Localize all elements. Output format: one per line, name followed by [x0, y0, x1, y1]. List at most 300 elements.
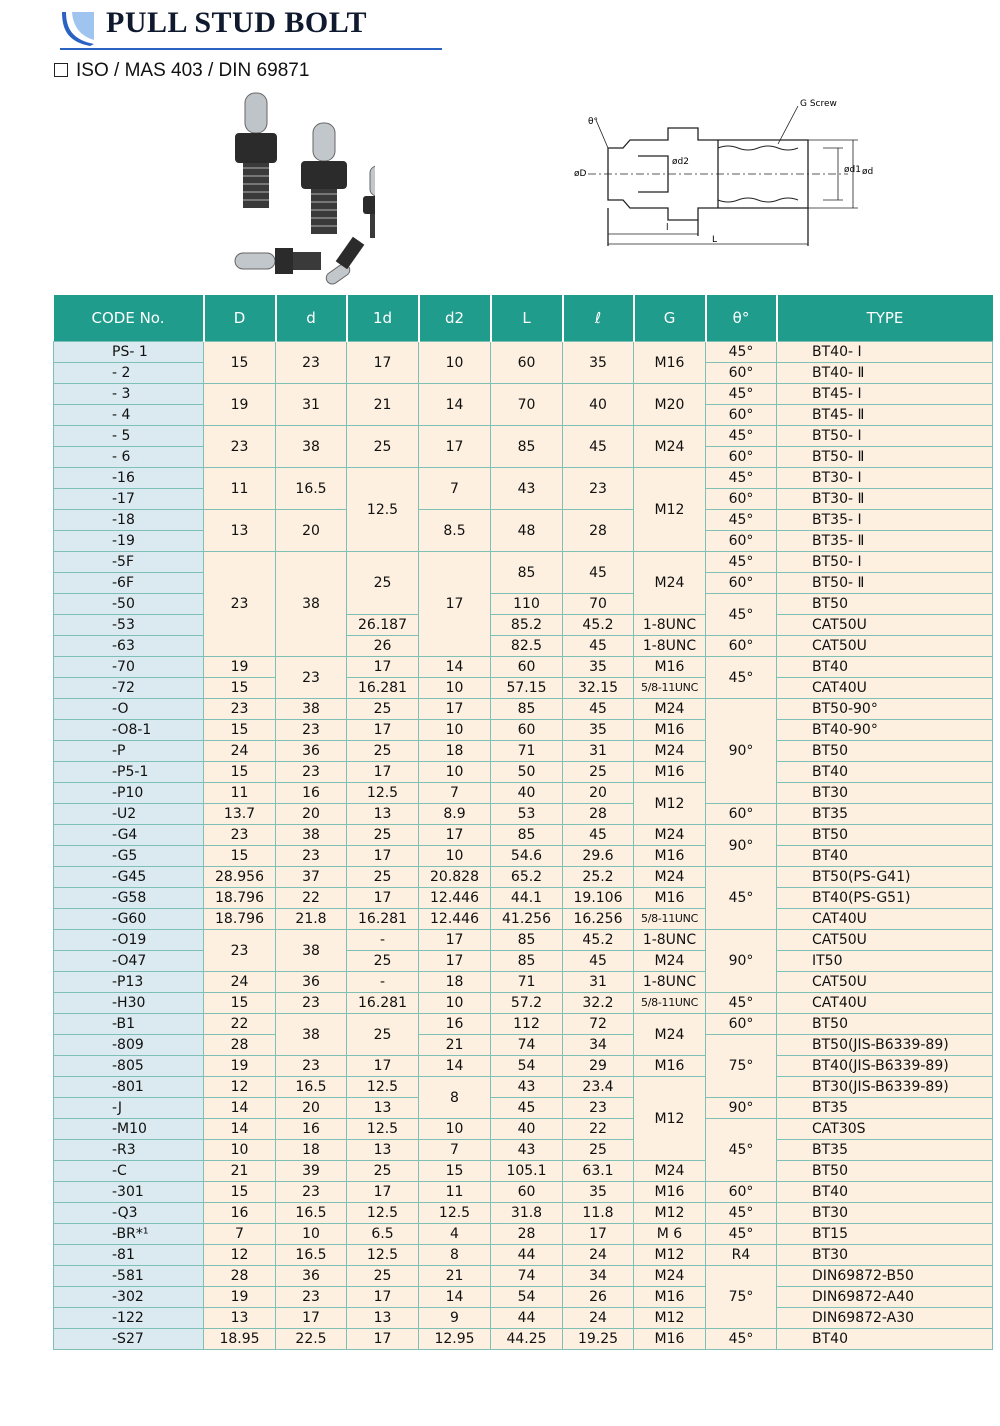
table-cell: 12 [204, 1245, 276, 1266]
table-cell: 48 [491, 510, 563, 552]
table-cell: 34 [563, 1266, 634, 1287]
table-cell: IT50 [777, 951, 993, 972]
table-cell: 60° [706, 1014, 777, 1035]
code-cell: -5F [54, 552, 204, 573]
table-cell: 14 [204, 1098, 276, 1119]
subtitle-text: ISO / MAS 403 / DIN 69871 [76, 60, 310, 81]
table-cell: M12 [634, 468, 706, 552]
table-cell: 17 [347, 1329, 419, 1350]
table-cell: 16 [419, 1014, 491, 1035]
table-cell: 60° [706, 405, 777, 426]
table-row [54, 846, 993, 867]
table-cell: 1-8UNC [634, 615, 706, 636]
table-row [54, 552, 993, 573]
table-cell: M24 [634, 741, 706, 762]
table-cell: 45° [706, 657, 777, 699]
table-row [54, 426, 993, 447]
stud-2 [301, 123, 347, 234]
table-cell: 10 [276, 1224, 347, 1245]
table-cell: CAT40U [777, 678, 993, 699]
table-cell: 70 [491, 384, 563, 426]
od-outer-label: ød [862, 167, 874, 177]
table-cell: BT40 [777, 1182, 993, 1203]
table-cell: 44.25 [491, 1329, 563, 1350]
table-cell: 24 [563, 1245, 634, 1266]
table-cell: 45.2 [563, 615, 634, 636]
table-cell: 17 [347, 888, 419, 909]
header-area [0, 0, 1000, 300]
table-cell: 16.281 [347, 909, 419, 930]
table-cell: 34 [563, 1035, 634, 1056]
table-cell: 17 [419, 426, 491, 468]
col-L: L [491, 295, 563, 342]
table-cell: M12 [634, 1203, 706, 1224]
table-cell: M12 [634, 1245, 706, 1266]
table-cell: 57.15 [491, 678, 563, 699]
code-cell: -P5-1 [54, 762, 204, 783]
table-cell: 90° [706, 699, 777, 804]
table-cell: 12 [204, 1077, 276, 1098]
code-cell: -G5 [54, 846, 204, 867]
table-cell: 74 [491, 1035, 563, 1056]
table-cell: 10 [204, 1140, 276, 1161]
table-cell: BT35 [777, 1140, 993, 1161]
table-cell: 50 [491, 762, 563, 783]
table-cell: 17 [347, 720, 419, 741]
col-l: ℓ [563, 295, 634, 342]
table-cell: 16 [276, 1119, 347, 1140]
code-cell: -J [54, 1098, 204, 1119]
table-row [54, 1308, 993, 1329]
table-cell: BT50 [777, 825, 993, 846]
table-cell: 20 [563, 783, 634, 804]
table-cell: 35 [563, 657, 634, 678]
table-cell: 10 [419, 846, 491, 867]
table-cell: BT50(JIS-B6339-89) [777, 1035, 993, 1056]
table-cell: 25 [347, 1161, 419, 1182]
code-cell: -O8-1 [54, 720, 204, 741]
table-cell: M16 [634, 1056, 706, 1077]
table-cell: M24 [634, 552, 706, 615]
table-cell: 36 [276, 1266, 347, 1287]
table-row [54, 951, 993, 972]
table-row [54, 825, 993, 846]
table-cell: 10 [419, 762, 491, 783]
table-cell: M16 [634, 342, 706, 384]
table-cell: 8 [419, 1077, 491, 1119]
table-row [54, 804, 993, 825]
code-cell: -P13 [54, 972, 204, 993]
table-cell: 8.5 [419, 510, 491, 552]
table-cell: 7 [419, 783, 491, 804]
table-cell: 60 [491, 342, 563, 384]
od2-label: ød2 [672, 157, 689, 167]
table-row [54, 594, 993, 615]
table-cell: 8.9 [419, 804, 491, 825]
table-row [54, 657, 993, 678]
table-cell: 36 [276, 972, 347, 993]
table-cell: M16 [634, 657, 706, 678]
table-cell: 17 [419, 951, 491, 972]
table-cell: 7 [419, 468, 491, 510]
table-cell: BT30 [777, 1245, 993, 1266]
table-cell: 60° [706, 489, 777, 510]
table-cell: 23 [204, 552, 276, 657]
table-cell: 23 [276, 1287, 347, 1308]
table-cell: 28 [204, 1035, 276, 1056]
table-cell: 17 [347, 342, 419, 384]
table-cell: M12 [634, 1308, 706, 1329]
table-cell: M16 [634, 1329, 706, 1350]
table-cell: 85 [491, 825, 563, 846]
title-bar [60, 6, 440, 48]
table-cell: 23 [204, 825, 276, 846]
table-cell: BT35 [777, 804, 993, 825]
table-cell: BT50- Ⅰ [777, 552, 993, 573]
table-cell: 15 [204, 993, 276, 1014]
table-cell: 23 [276, 993, 347, 1014]
table-cell: 25 [347, 951, 419, 972]
table-cell: M24 [634, 825, 706, 846]
table-cell: 31 [276, 384, 347, 426]
table-cell: 23 [276, 762, 347, 783]
code-cell: -17 [54, 489, 204, 510]
code-cell: -G60 [54, 909, 204, 930]
table-cell: 19 [204, 384, 276, 426]
table-cell: 11 [204, 468, 276, 510]
table-cell: 45 [563, 951, 634, 972]
table-cell: 45° [706, 342, 777, 363]
swoosh-logo-icon [60, 10, 98, 46]
code-cell: -70 [54, 657, 204, 678]
code-cell: -53 [54, 615, 204, 636]
code-cell: -P [54, 741, 204, 762]
table-cell: 28 [563, 510, 634, 552]
code-cell: -801 [54, 1077, 204, 1098]
table-cell: 21 [419, 1266, 491, 1287]
table-cell: 45 [563, 699, 634, 720]
table-cell: 45° [706, 1203, 777, 1224]
title-underline [60, 48, 442, 50]
table-cell: 22 [563, 1119, 634, 1140]
table-cell: 45 [563, 426, 634, 468]
table-cell: BT30 [777, 783, 993, 804]
table-cell: 22.5 [276, 1329, 347, 1350]
table-cell: M16 [634, 1287, 706, 1308]
table-cell: BT50- Ⅱ [777, 447, 993, 468]
table-cell: 12.446 [419, 909, 491, 930]
table-cell: 60 [491, 1182, 563, 1203]
table-cell: 26.187 [347, 615, 419, 636]
table-cell: 14 [419, 1056, 491, 1077]
table-row [54, 909, 993, 930]
bigl-label: L [712, 235, 718, 245]
table-cell: 18.796 [204, 909, 276, 930]
col-G: G [634, 295, 706, 342]
table-row [54, 1077, 993, 1098]
table-cell: 10 [419, 342, 491, 384]
table-cell: BT45- Ⅰ [777, 384, 993, 405]
table-cell: 20 [276, 1098, 347, 1119]
table-cell: 85 [491, 699, 563, 720]
table-cell: 44.1 [491, 888, 563, 909]
table-row [54, 1098, 993, 1119]
table-cell: 15 [204, 342, 276, 384]
code-cell: - 6 [54, 447, 204, 468]
table-row [54, 678, 993, 699]
page-title: PULL STUD BOLT [106, 6, 367, 39]
table-cell: 37 [276, 867, 347, 888]
table-cell: 15 [204, 678, 276, 699]
table-cell: 8 [419, 1245, 491, 1266]
table-cell: 70 [563, 594, 634, 615]
table-row [54, 867, 993, 888]
table-body [54, 342, 993, 1350]
table-cell: 20 [276, 510, 347, 552]
table-cell: 25 [347, 426, 419, 468]
code-cell: -809 [54, 1035, 204, 1056]
code-cell: -O47 [54, 951, 204, 972]
table-cell: 25 [563, 762, 634, 783]
table-row [54, 930, 993, 951]
table-cell: 11.8 [563, 1203, 634, 1224]
table-cell: 16.256 [563, 909, 634, 930]
g-screw-label: G Screw [800, 99, 837, 109]
table-cell: 60 [491, 720, 563, 741]
table-cell: 28 [491, 1224, 563, 1245]
code-cell: -S27 [54, 1329, 204, 1350]
table-cell: 9 [419, 1308, 491, 1329]
code-cell: -C [54, 1161, 204, 1182]
table-cell: 5/8-11UNC [634, 678, 706, 699]
table-cell: M24 [634, 426, 706, 468]
table-cell: CAT50U [777, 930, 993, 951]
table-cell: BT40(PS-G51) [777, 888, 993, 909]
table-cell: 14 [419, 384, 491, 426]
table-cell: 25 [347, 741, 419, 762]
table-cell: 75° [706, 1035, 777, 1098]
table-cell: 20.828 [419, 867, 491, 888]
code-cell: -18 [54, 510, 204, 531]
table-cell: BT40 [777, 657, 993, 678]
table-cell: 15 [204, 720, 276, 741]
table-cell: 28 [563, 804, 634, 825]
table-cell: 60° [706, 573, 777, 594]
table-cell: BT30(JIS-B6339-89) [777, 1077, 993, 1098]
table-cell: 19.25 [563, 1329, 634, 1350]
table-cell: 1-8UNC [634, 930, 706, 951]
code-cell: - 4 [54, 405, 204, 426]
table-cell: 39 [276, 1161, 347, 1182]
table-cell: 105.1 [491, 1161, 563, 1182]
table-cell: 75° [706, 1266, 777, 1329]
table-cell: 45° [706, 468, 777, 489]
table-cell: 12.5 [347, 1077, 419, 1098]
table-cell: M24 [634, 867, 706, 888]
table-cell: 17 [419, 825, 491, 846]
table-cell: 31 [563, 741, 634, 762]
table-cell: 36 [276, 741, 347, 762]
table-cell: 23 [204, 930, 276, 972]
table-cell: 25 [347, 1266, 419, 1287]
table-cell: 25 [347, 699, 419, 720]
table-cell: 11 [204, 783, 276, 804]
table-cell: 65.2 [491, 867, 563, 888]
table-cell: 41.256 [491, 909, 563, 930]
table-cell: 45° [706, 1224, 777, 1245]
table-cell: 18 [419, 972, 491, 993]
table-cell: 14 [204, 1119, 276, 1140]
table-cell: BT50 [777, 594, 993, 615]
table-row [54, 1014, 993, 1035]
table-cell: 12.5 [347, 783, 419, 804]
table-cell: 21 [419, 1035, 491, 1056]
table-cell: 32.2 [563, 993, 634, 1014]
code-cell: -P10 [54, 783, 204, 804]
table-cell: 12.95 [419, 1329, 491, 1350]
table-cell: 16.5 [276, 1245, 347, 1266]
table-cell: 15 [204, 1182, 276, 1203]
col-d: d [276, 295, 347, 342]
code-cell: -G45 [54, 867, 204, 888]
table-cell: BT30- Ⅰ [777, 468, 993, 489]
table-cell: 17 [276, 1308, 347, 1329]
table-cell: 45 [491, 1098, 563, 1119]
table-cell: 28 [204, 1266, 276, 1287]
table-cell: 45° [706, 594, 777, 636]
code-cell: -301 [54, 1182, 204, 1203]
table-cell: 10 [419, 720, 491, 741]
code-cell: -O [54, 699, 204, 720]
code-cell: -122 [54, 1308, 204, 1329]
table-cell: 53 [491, 804, 563, 825]
table-cell: M 6 [634, 1224, 706, 1245]
table-row [54, 783, 993, 804]
table-cell: 10 [419, 993, 491, 1014]
table-cell: 71 [491, 741, 563, 762]
table-cell: R4 [706, 1245, 777, 1266]
table-cell: 45° [706, 384, 777, 405]
table-cell: 25 [347, 552, 419, 615]
table-row [54, 1224, 993, 1245]
table-cell: 110 [491, 594, 563, 615]
table-cell: 16.5 [276, 1077, 347, 1098]
table-row [54, 384, 993, 405]
col-theta: θ° [706, 295, 777, 342]
code-cell: - 2 [54, 363, 204, 384]
table-cell: 23 [276, 657, 347, 699]
stud-5 [324, 237, 364, 287]
table-row [54, 1203, 993, 1224]
table-cell: 20 [276, 804, 347, 825]
code-cell: -R3 [54, 1140, 204, 1161]
od-label: øD [574, 169, 587, 179]
table-cell: 16.281 [347, 993, 419, 1014]
table-row [54, 699, 993, 720]
table-cell: 31.8 [491, 1203, 563, 1224]
pull-stud-photo [225, 88, 375, 288]
table-cell: CAT50U [777, 972, 993, 993]
table-cell: 16 [276, 783, 347, 804]
table-cell: 1-8UNC [634, 972, 706, 993]
table-cell: 38 [276, 552, 347, 657]
table-cell: BT40-90° [777, 720, 993, 741]
pull-stud-spec-table [53, 295, 993, 1350]
table-cell: 17 [347, 1287, 419, 1308]
table-cell: 13 [204, 510, 276, 552]
table-cell: BT30 [777, 1203, 993, 1224]
table-row [54, 1119, 993, 1140]
code-cell: -581 [54, 1266, 204, 1287]
table-cell: 23 [276, 1056, 347, 1077]
table-cell: 23 [276, 720, 347, 741]
code-cell: -G58 [54, 888, 204, 909]
table-cell: 17 [347, 657, 419, 678]
table-cell: 28.956 [204, 867, 276, 888]
table-cell: 60 [491, 657, 563, 678]
table-cell: BT15 [777, 1224, 993, 1245]
table-cell: 16.5 [276, 1203, 347, 1224]
table-cell: 13 [204, 1308, 276, 1329]
table-cell: 45 [563, 825, 634, 846]
code-cell: -81 [54, 1245, 204, 1266]
code-cell: -U2 [54, 804, 204, 825]
table-cell: 18 [276, 1140, 347, 1161]
table-cell: 6.5 [347, 1224, 419, 1245]
table-cell: M24 [634, 1266, 706, 1287]
table-cell: 45 [563, 636, 634, 657]
table-cell: M16 [634, 888, 706, 909]
table-cell: 19 [204, 657, 276, 678]
table-cell: BT40 [777, 1329, 993, 1350]
table-cell: 25 [347, 867, 419, 888]
table-cell: 26 [563, 1287, 634, 1308]
table-cell: 45° [706, 1329, 777, 1350]
table-cell: M16 [634, 846, 706, 867]
table-cell: 45 [563, 552, 634, 594]
table-cell: 26 [347, 636, 419, 657]
table-cell: 10 [419, 678, 491, 699]
table-row [54, 1245, 993, 1266]
table-cell: 85.2 [491, 615, 563, 636]
table-cell: M24 [634, 699, 706, 720]
table-cell: 13 [347, 1098, 419, 1119]
table-row [54, 1266, 993, 1287]
table-cell: 38 [276, 930, 347, 972]
table-cell: BT40 [777, 846, 993, 867]
code-cell: -302 [54, 1287, 204, 1308]
table-cell: 10 [419, 1119, 491, 1140]
table-cell: 17 [563, 1224, 634, 1245]
table-cell: 14 [419, 1287, 491, 1308]
table-cell: 17 [347, 762, 419, 783]
code-cell: -19 [54, 531, 204, 552]
table-cell: 18 [419, 741, 491, 762]
code-cell: PS- 1 [54, 342, 204, 363]
table-cell: 25 [347, 1014, 419, 1056]
table-cell: 16 [204, 1203, 276, 1224]
code-cell: -G4 [54, 825, 204, 846]
code-cell: -50 [54, 594, 204, 615]
code-cell: - 5 [54, 426, 204, 447]
code-cell: -6F [54, 573, 204, 594]
col-type: TYPE [777, 295, 993, 342]
table-row [54, 1287, 993, 1308]
code-cell: -B1 [54, 1014, 204, 1035]
table-cell: 12.5 [347, 1203, 419, 1224]
table-cell: 19 [204, 1287, 276, 1308]
stud-3 [363, 166, 375, 238]
